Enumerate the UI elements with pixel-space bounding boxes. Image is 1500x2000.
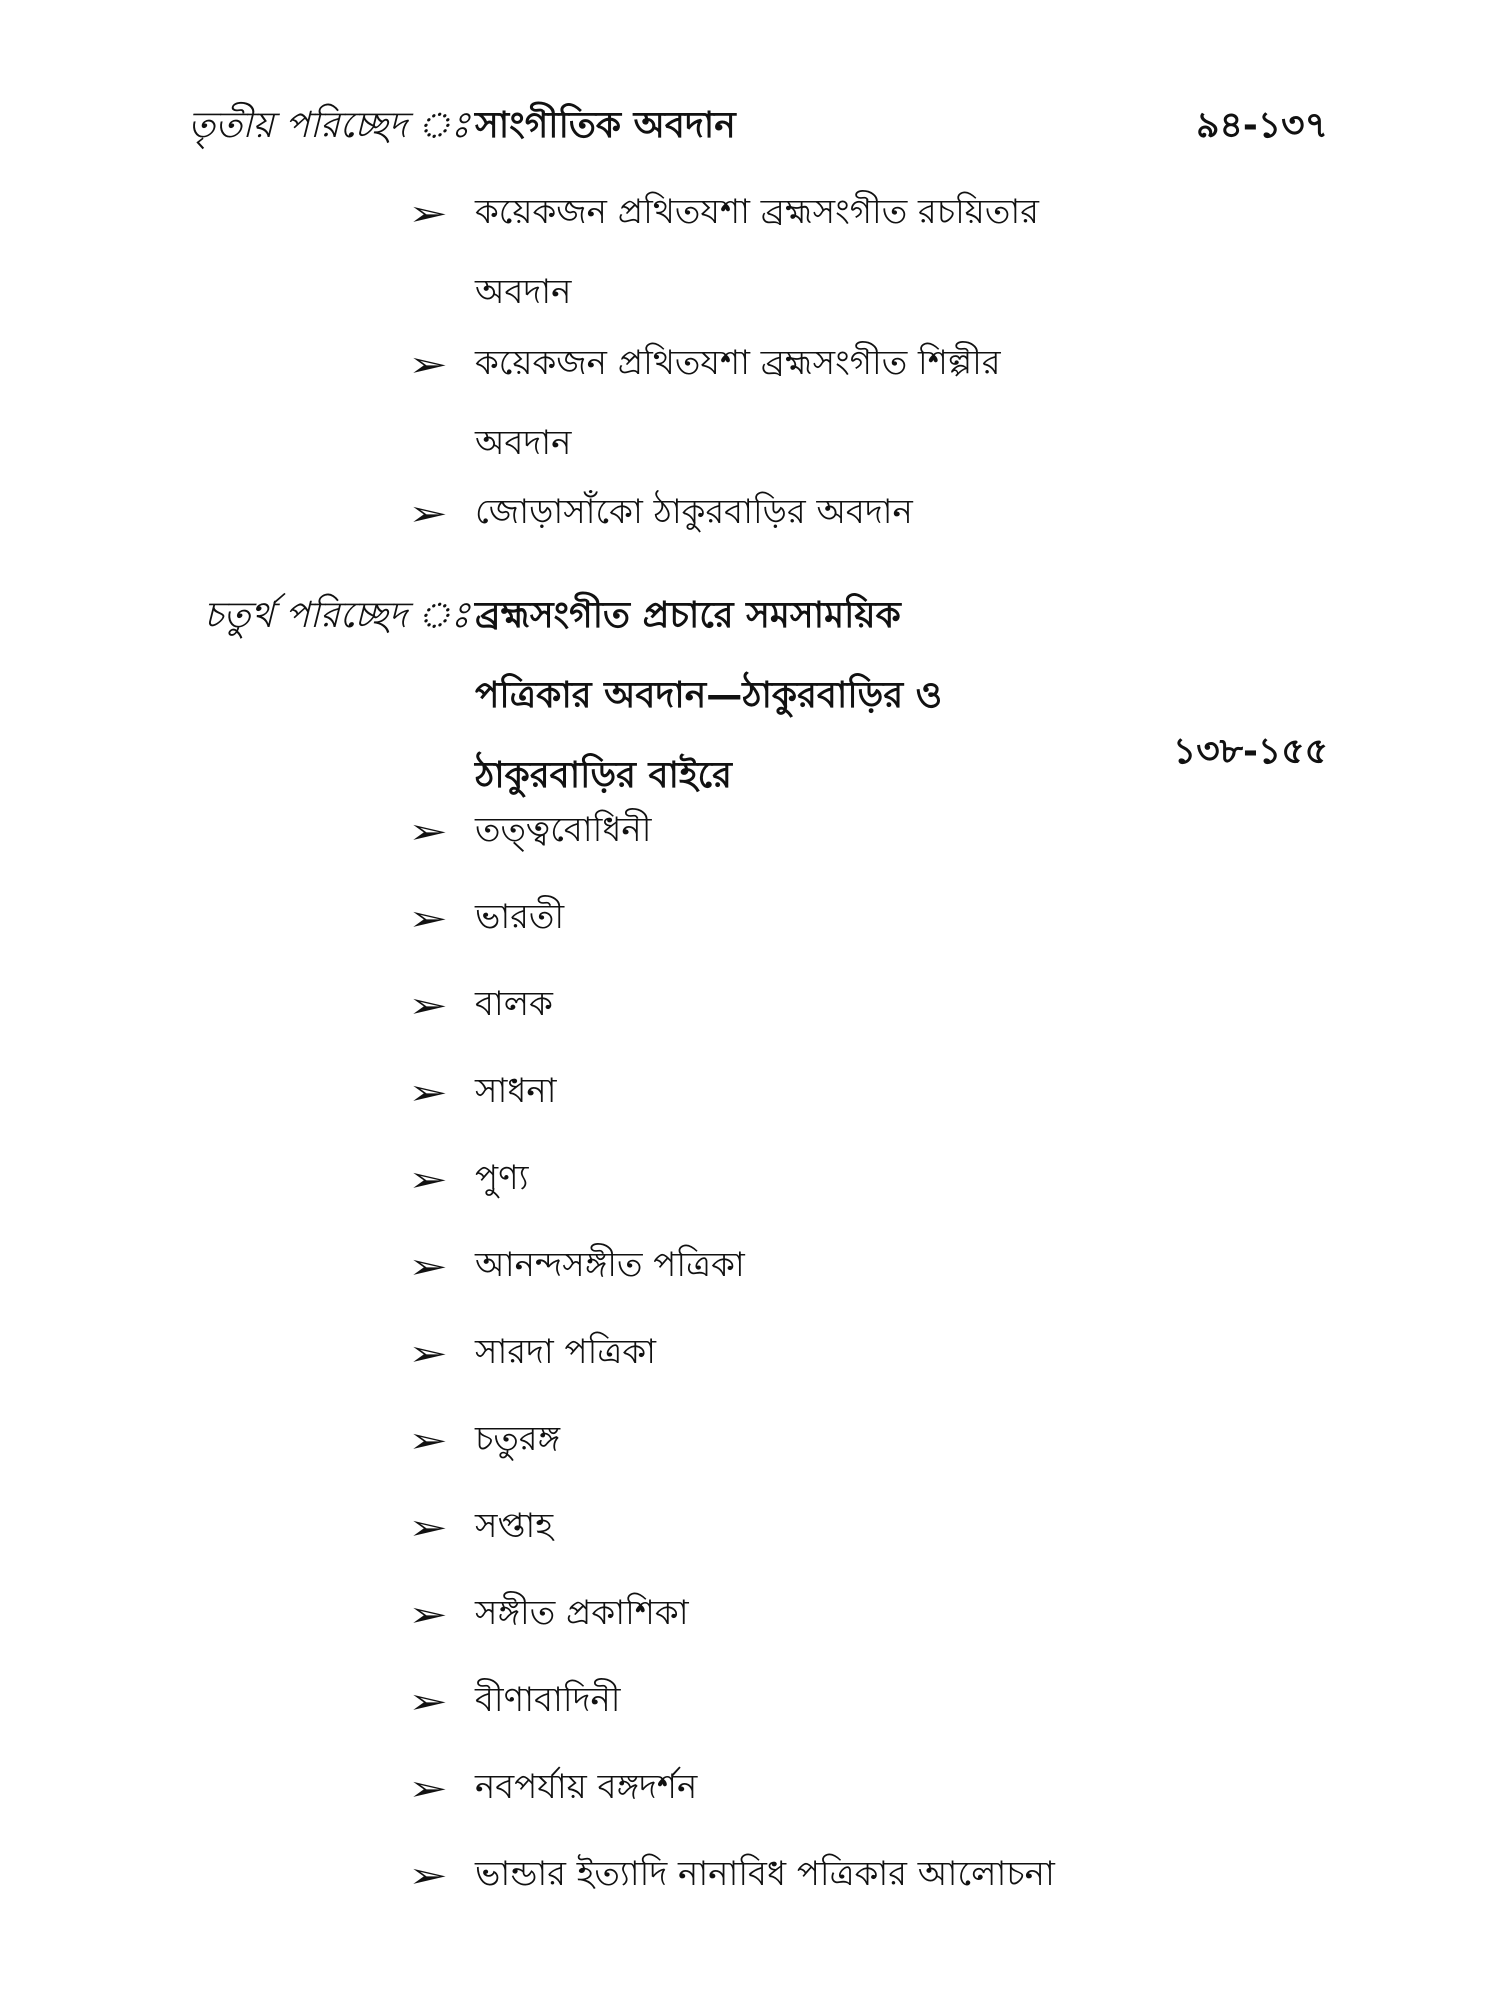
list-item-line: অবদান: [475, 423, 572, 463]
list-item: ভান্ডার ইত্যাদি নানাবিধ পত্রিকার আলোচনা: [475, 1854, 1055, 1894]
list-item: [475, 490, 1095, 570]
bullet-icon: ➢: [408, 1595, 448, 1635]
bullet-icon: ➢: [408, 1073, 448, 1113]
bullet-icon: ➢: [408, 1247, 448, 1287]
bullet-icon: ➢: [408, 1856, 448, 1896]
list-item: ভারতী: [475, 897, 565, 937]
list-item: পুণ্য: [475, 1158, 529, 1198]
chapter-3-label: তৃতীয় পরিচ্ছেদ ঃ: [188, 105, 470, 146]
bullet-icon: ➢: [408, 899, 448, 939]
bullet-icon: ➢: [408, 986, 448, 1026]
list-item-line: জোড়াসাঁকো ঠাকুরবাড়ির অবদান: [475, 492, 913, 532]
chapter-3-title: সাংগীতিক অবদান: [475, 105, 736, 146]
bullet-icon: ➢: [408, 1769, 448, 1809]
list-item: বালক: [475, 984, 553, 1024]
list-item: [475, 190, 1095, 350]
list-item: তত্ত্ববোধিনী: [475, 810, 652, 850]
bullet-icon: ➢: [408, 1421, 448, 1461]
list-item: সাধনা: [475, 1071, 557, 1111]
list-item-line: কয়েকজন প্রথিতযশা ব্রহ্মসংগীত রচয়িতার: [475, 192, 1039, 232]
chapter-4-title-line: পত্রিকার অবদান—ঠাকুরবাড়ির ও: [475, 675, 943, 716]
list-item: সঙ্গীত প্রকাশিকা: [475, 1593, 689, 1633]
list-item: চতুরঙ্গ: [475, 1419, 561, 1459]
list-item: সারদা পত্রিকা: [475, 1332, 656, 1372]
chapter-4-title-line: ঠাকুরবাড়ির বাইরে: [475, 755, 732, 796]
list-item: বীণাবাদিনী: [475, 1680, 621, 1720]
bullet-icon: ➢: [408, 1682, 448, 1722]
list-item: আনন্দসঙ্গীত পত্রিকা: [475, 1245, 745, 1285]
list-item: নবপর্যায় বঙ্গদর্শন: [475, 1767, 698, 1807]
bullet-icon: ➢: [408, 494, 448, 534]
chapter-4-pages: ১৩৮-১৫৫: [1172, 731, 1328, 772]
list-item: সপ্তাহ: [475, 1506, 554, 1546]
chapter-4-title-line: ব্রহ্মসংগীত প্রচারে সমসাময়িক: [475, 595, 901, 636]
chapter-3-pages: ৯৪-১৩৭: [1196, 105, 1328, 146]
bullet-icon: ➢: [408, 194, 448, 234]
chapter-4-label: চতুর্থ পরিচ্ছেদ ঃ: [203, 595, 470, 636]
bullet-icon: ➢: [408, 812, 448, 852]
bullet-icon: ➢: [408, 345, 448, 385]
bullet-icon: ➢: [408, 1508, 448, 1548]
bullet-icon: ➢: [408, 1160, 448, 1200]
bullet-icon: ➢: [408, 1334, 448, 1374]
chapter-4-title: [475, 592, 1175, 832]
list-item-line: কয়েকজন প্রথিতযশা ব্রহ্মসংগীত শিল্পীর: [475, 343, 1001, 383]
list-item-line: অবদান: [475, 272, 572, 312]
list-item: [475, 341, 1095, 501]
